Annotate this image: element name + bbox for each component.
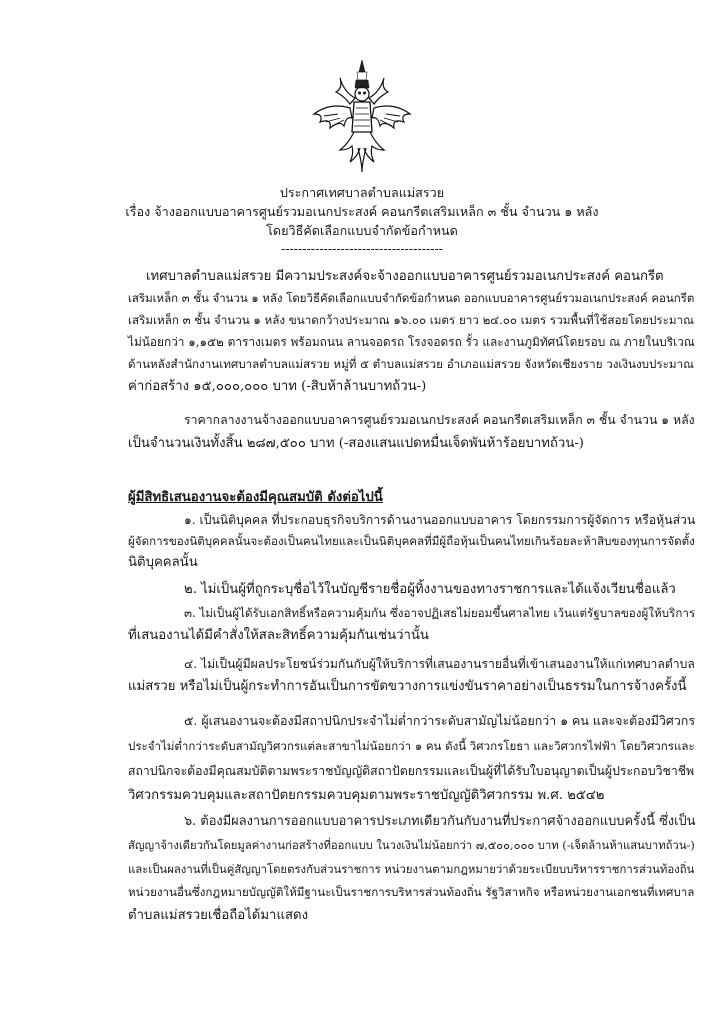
qualification-line: วิศวกรรมควบคุมและสถาปัตยกรรมควบคุมตามพระราชบัญญัติวิศวกรรม พ.ศ. ๒๕๔๒ <box>128 788 605 803</box>
qualification-line: ๑. เป็นนิติบุคคล ที่ประกอบธุรกิจบริการด้านงานออกแบบอาคาร โดยกรรมการผู้จัดการ หรือหุ้นส่วน <box>184 513 696 527</box>
qualification-line: ตำบลแม่สรวยเชื่อถือได้มาแสดง <box>128 908 309 923</box>
intro-line: เสริมเหล็ก ๓ ชั้น จำนวน ๑ หลัง โดยวิธีคัดเลือกแบบจำกัดข้อกำหนด ออกแบบอาคารศูนย์รวมอเนกประสงค์ คอนกรีต <box>128 291 695 305</box>
price-line: ราคากลางงานจ้างออกแบบอาคารศูนย์รวมอเนกประสงค์ คอนกรีตเสริมเหล็ก ๓ ชั้น จำนวน ๑ หลัง <box>184 413 695 427</box>
intro-line: ค่าก่อสร้าง ๑๕,๐๐๐,๐๐๐ บาท (-สิบห้าล้านบาทถ้วน-) <box>128 379 427 394</box>
qualification-line: สัญญาจ้างเดียวกันโดยมูลค่างานก่อสร้างที่ออกแบบ ในวงเงินไม่น้อยกว่า ๗,๕๐๐,๐๐๐ บาท (-เจ็ดล้านห้าแสนบาทถ้วน-) <box>128 839 695 852</box>
qualification-line: นิติบุคคลนั้น <box>128 555 198 570</box>
announcement-title: ประกาศเทศบาลตำบลแม่สรวย <box>279 185 445 200</box>
qualification-line: ๓. ไม่เป็นผู้ได้รับเอกสิทธิ์หรือความคุ้มกัน ซึ่งอาจปฏิเสธไม่ยอมขึ้นศาลไทย เว้นแต่รัฐบาลของผู้ให้บริการ <box>184 606 696 620</box>
qualification-line: ๔. ไม่เป็นผู้มีผลประโยชน์ร่วมกันกับผู้ให้บริการที่เสนองานรายอื่นที่เข้าเสนองานให้แก่เทศบาลตำบล <box>184 657 695 671</box>
price-line: เป็นจำนวนเงินทั้งสิ้น ๒๘๗,๕๐๐ บาท (-สองแสนแปดหมื่นเจ็ดพันห้าร้อยบาทถ้วน-) <box>128 436 584 451</box>
announcement-subject: เรื่อง จ้างออกแบบอาคารศูนย์รวมอเนกประสงค์ คอนกรีตเสริมเหล็ก ๓ ชั้น จำนวน ๑ หลัง <box>125 204 599 219</box>
qualification-line: ที่เสนองานได้มีคำสั่งให้สละสิทธิ์ความคุ้มกันเช่นว่านั้น <box>128 628 429 643</box>
intro-line: ด้านหลังสำนักงานเทศบาลตำบลแม่สรวย หมู่ที่ ๕ ตำบลแม่สรวย อำเภอแม่สรวย จังหวัดเชียงราย วงเงินงบประมาณ <box>128 357 694 371</box>
qualification-line: ผู้จัดการของนิติบุคคลนั้นจะต้องเป็นคนไทยและเป็นนิติบุคคลที่มีผู้ถือหุ้นเป็นคนไทยเกินร้อยละห้าสิบของทุนการจัดตั้ง <box>128 534 695 548</box>
qualification-line: ๒. ไม่เป็นผู้ที่ถูกระบุชื่อไว้ในบัญชีรายชื่อผู้ทิ้งงานของทางราชการและได้แจ้งเวียนชื่อแล้ว <box>184 582 676 597</box>
garuda-emblem-icon <box>310 58 414 174</box>
qualification-line: และเป็นผลงานที่เป็นคู่สัญญาโดยตรงกับส่วนราชการ หน่วยงานตามกฎหมายว่าด้วยระเบียบบริหารราชการส่วนท้องถิ่น <box>128 862 695 876</box>
qualification-line: ๕. ผู้เสนองานจะต้องมีสถาปนิกประจำไม่ต่ำกว่าระดับสามัญไม่น้อยกว่า ๑ คน และจะต้องมีวิศวกร <box>184 713 696 728</box>
qualifications-heading: ผู้มีสิทธิเสนองานจะต้องมีคุณสมบัติ ดังต่อไปนี้ <box>128 490 383 505</box>
header-separator: -------------------------------------- <box>280 241 444 256</box>
procurement-method: โดยวิธีคัดเลือกแบบจำกัดข้อกำหนด <box>266 223 458 238</box>
qualification-line: แม่สรวย หรือไม่เป็นผู้กระทำการอันเป็นการขัดขวางการแข่งขันราคาอย่างเป็นธรรมในการจ้างครั้งนี้ <box>128 679 687 694</box>
intro-line: ไม่น้อยกว่า ๑,๑๕๒ ตารางเมตร พร้อมถนน ลานจอดรถ โรงจอดรถ รั้ว และงานภูมิทัศน์โดยรอบ ณ ภายในบริเวณ <box>128 335 695 349</box>
qualification-line: หน่วยงานอื่นซึ่งกฎหมายบัญญัติให้มีฐานะเป็นราชการบริหารส่วนท้องถิ่น รัฐวิสาหกิจ หรือหน่วยงานเอกชนที่เทศบาล <box>128 885 695 899</box>
intro-line: เสริมเหล็ก ๓ ชั้น จำนวน ๑ หลัง ขนาดกว้างประมาณ ๑๖.๐๐ เมตร ยาว ๒๔.๐๐ เมตร รวมพื้นที่ใช้สอยโดยประมาณ <box>128 313 694 327</box>
qualification-line: สถาปนิกจะต้องมีคุณสมบัติตามพระราชบัญญัติสถาปัตยกรรมและเป็นผู้ที่ได้รับใบอนุญาตเป็นผู้ประกอบวิชาชีพ <box>128 764 695 778</box>
qualification-line: ประจำไม่ต่ำกว่าระดับสามัญวิศวกรแต่ละสาขาไม่น้อยกว่า ๑ คน ดังนี้ วิศวกรโยธา และวิศวกรไฟฟ้า โดยวิศวกรและ <box>128 739 695 753</box>
qualification-line: ๖. ต้องมีผลงานการออกแบบอาคารประเภทเดียวกันกับงานที่ประกาศจ้างออกแบบครั้งนี้ ซึ่งเป็น <box>184 814 696 829</box>
intro-line: เทศบาลตำบลแม่สรวย มีความประสงค์จะจ้างออกแบบอาคารศูนย์รวมอเนกประสงค์ คอนกรีต <box>146 269 664 284</box>
